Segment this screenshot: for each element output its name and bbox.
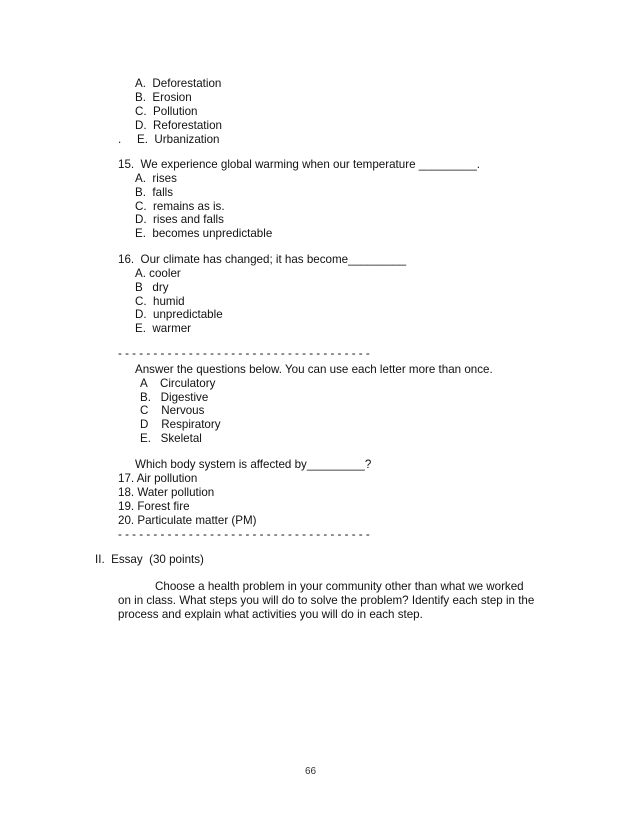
- q15-option-d: D. rises and falls: [135, 213, 224, 226]
- matching-option-d: D Respiratory: [140, 418, 221, 431]
- question-16: 16. Our climate has changed; it has become_________: [118, 253, 407, 266]
- divider-bottom: - - - - - - - - - - - - - - - - - - - - - - - - - - - - - - - - - - - -: [118, 528, 370, 541]
- item-18: 18. Water pollution: [118, 486, 215, 499]
- q15-option-e: E. becomes unpredictable: [135, 227, 273, 240]
- q15-option-b: B. falls: [135, 186, 174, 199]
- matching-option-c: C Nervous: [140, 404, 205, 417]
- question-15: 15. We experience global warming when our temperature _________.: [118, 158, 480, 171]
- essay-heading: II. Essay (30 points): [95, 553, 204, 566]
- item-17: 17. Air pollution: [118, 472, 198, 485]
- q15-option-c: C. remains as is.: [135, 200, 225, 213]
- matching-instruction: Answer the questions below. You can use each letter more than once.: [135, 363, 493, 376]
- option-b: B. Erosion: [135, 91, 192, 104]
- q16-option-e: E. warmer: [135, 322, 192, 335]
- matching-option-e: E. Skeletal: [140, 432, 202, 445]
- matching-prompt: Which body system is affected by_________?: [135, 458, 372, 471]
- page-number: 66: [305, 766, 317, 777]
- divider-top: - - - - - - - - - - - - - - - - - - - - - - - - - - - - - - - - - - - -: [118, 347, 370, 360]
- item-19: 19. Forest fire: [118, 500, 190, 513]
- essay-line-2: on in class. What steps you will do to solve the problem? Identify each step in the: [118, 594, 535, 607]
- matching-option-b: B. Digestive: [140, 391, 209, 404]
- option-e: E. Urbanization: [137, 133, 220, 146]
- matching-option-a: A Circulatory: [140, 377, 216, 390]
- option-bullet: .: [118, 133, 122, 146]
- q16-option-a: A. cooler: [135, 267, 181, 280]
- q16-option-c: C. humid: [135, 295, 185, 308]
- q15-option-a: A. rises: [135, 172, 177, 185]
- q16-option-b: B dry: [135, 281, 169, 294]
- option-d: D. Reforestation: [135, 119, 222, 132]
- option-c: C. Pollution: [135, 105, 198, 118]
- option-a: A. Deforestation: [135, 77, 222, 90]
- item-20: 20. Particulate matter (PM): [118, 514, 257, 527]
- essay-line-1: Choose a health problem in your community other than what we worked: [155, 580, 524, 593]
- q16-option-d: D. unpredictable: [135, 308, 223, 321]
- essay-line-3: process and explain what activities you will do in each step.: [118, 608, 423, 621]
